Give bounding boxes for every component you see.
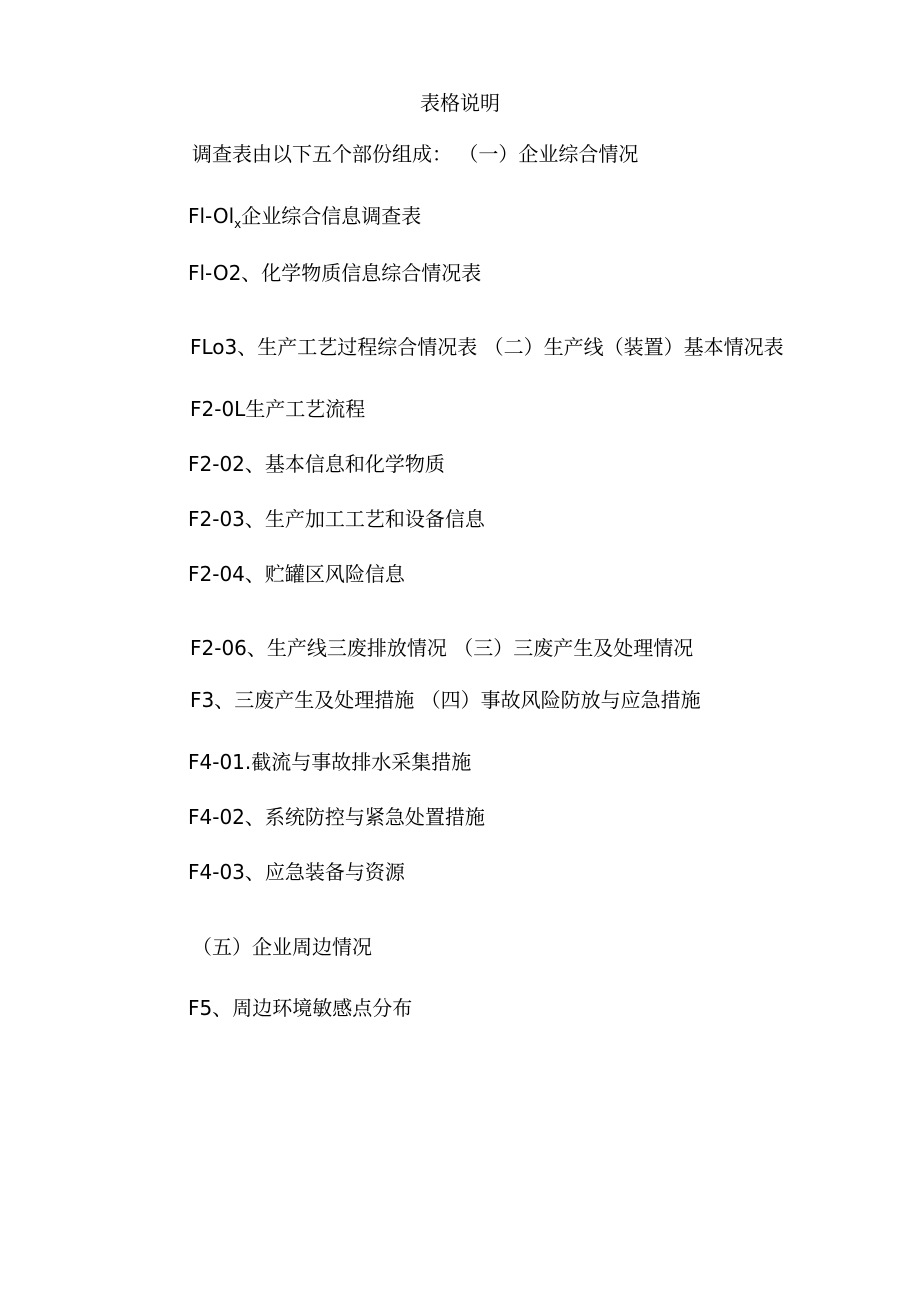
form-code-subscript: x	[234, 217, 242, 231]
form-item-f1-03: FLo3、生产工艺过程综合情况表 （二）生产线（装置）基本情况表	[190, 335, 784, 359]
form-item-f3: F3、三废产生及处理措施 （四）事故风险防放与应急措施	[190, 688, 701, 712]
intro-line: 调查表由以下五个部份组成： （一）企业综合情况	[192, 142, 639, 166]
form-item-f1-02: Fl-O2、化学物质信息综合情况表	[188, 261, 482, 285]
form-item-f4-02: F4-02、系统防控与紧急处置措施	[188, 805, 485, 829]
form-item-f2-04: F2-04、贮罐区风险信息	[188, 562, 405, 586]
form-item-f2-03: F2-03、生产加工工艺和设备信息	[188, 507, 485, 531]
document-title: 表格说明	[420, 91, 500, 115]
form-item-f2-02: F2-02、基本信息和化学物质	[188, 452, 445, 476]
section-five-heading: （五）企业周边情况	[192, 935, 372, 959]
form-description: 企业综合信息调查表	[241, 204, 422, 228]
form-item-f4-03: F4-03、应急装备与资源	[188, 860, 405, 884]
form-item-f5: F5、周边环境敏感点分布	[188, 996, 413, 1020]
form-code: Fl-Ol	[188, 204, 235, 228]
form-item-f1-01	[188, 203, 421, 232]
form-item-f4-01: F4-01.截流与事故排水采集措施	[188, 750, 472, 774]
form-item-f2-06: F2-06、生产线三废排放情况 （三）三废产生及处理情况	[190, 636, 694, 660]
form-item-f2-01: F2-0L生产工艺流程	[190, 397, 366, 421]
